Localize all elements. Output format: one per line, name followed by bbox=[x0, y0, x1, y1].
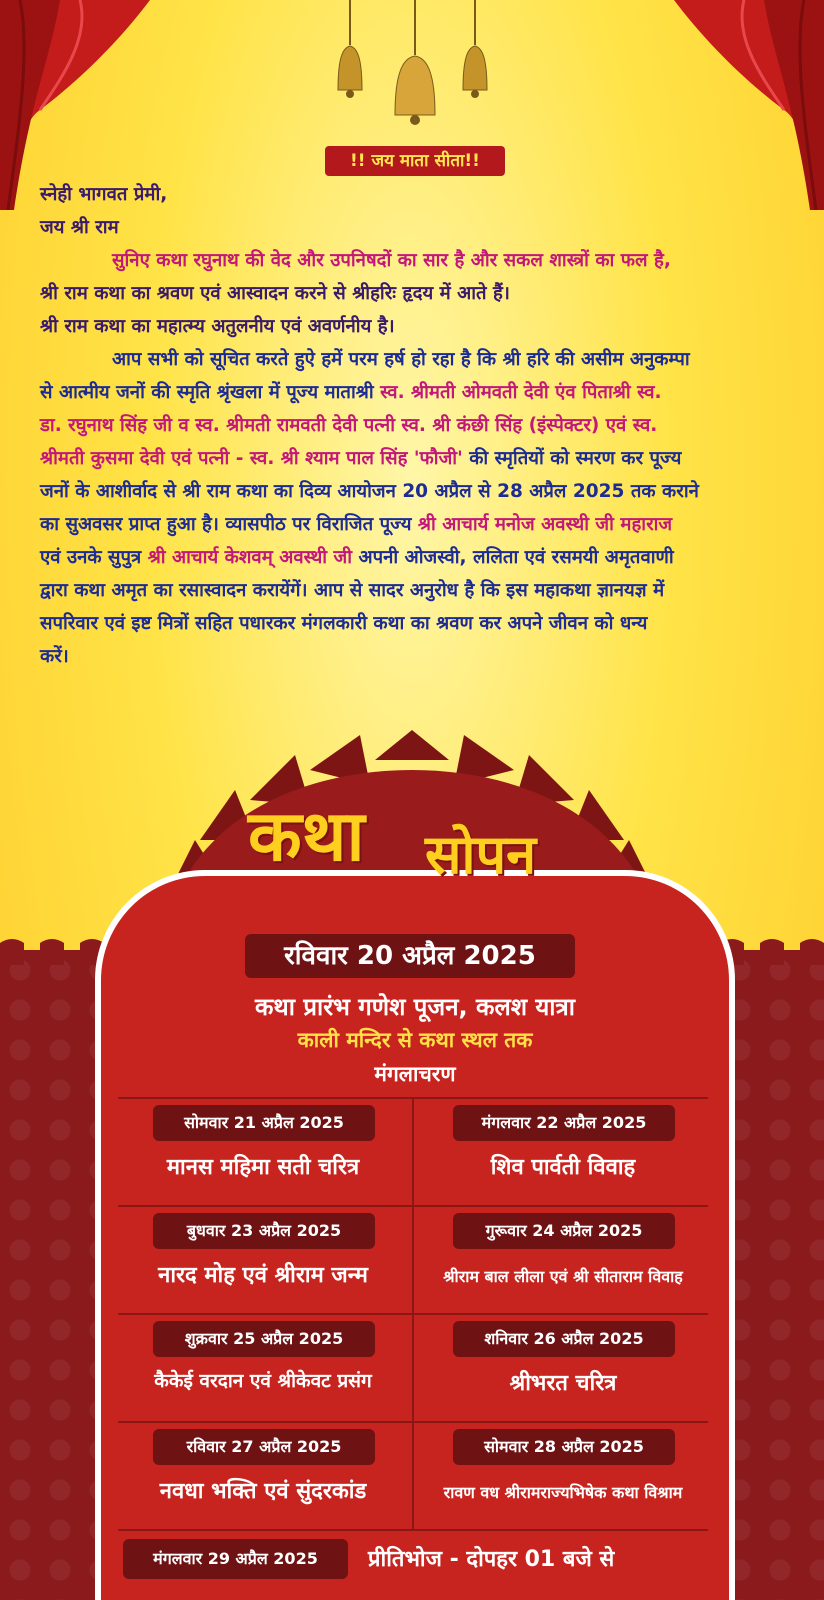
bells-icon bbox=[320, 0, 510, 130]
schedule-item bbox=[418, 1205, 708, 1313]
grid-divider bbox=[118, 1529, 708, 1531]
schedule-item-final bbox=[118, 1535, 708, 1585]
title-katha: कथा bbox=[248, 794, 365, 877]
letter-fragment: श्रीमती कुसमा देवी एवं पत्नी - स्व. श्री श्याम पाल सिंह 'फौजी' bbox=[40, 448, 463, 469]
schedule-item bbox=[118, 1097, 408, 1205]
schedule-date: मंगलवार 22 अप्रैल 2025 bbox=[453, 1105, 675, 1141]
letter-fragment: एवं उनके सुपुत्र bbox=[40, 547, 142, 568]
schedule-topic: नवधा भक्ति एवं सुंदरकांड bbox=[159, 1479, 367, 1504]
letter-line bbox=[40, 541, 795, 574]
schedule-topic: श्रीराम बाल लीला एवं श्री सीताराम विवाह bbox=[443, 1267, 683, 1286]
letter-line: द्वारा कथा अमृत का रसास्वादन करायेंगें। आप से सादर अनुरोध है कि इस महाकथा ज्ञानयज्ञ में bbox=[40, 580, 665, 601]
schedule-item bbox=[418, 1097, 708, 1205]
schedule-date: शनिवार 26 अप्रैल 2025 bbox=[453, 1321, 675, 1357]
schedule-date: सोमवार 28 अप्रैल 2025 bbox=[453, 1429, 675, 1465]
letter-fragment: श्री आचार्य मनोज अवस्थी जी महाराज bbox=[411, 514, 673, 535]
letter-fragment: श्री आचार्य केशवम् अवस्थी जी bbox=[141, 547, 353, 568]
first-day-line: कथा प्रारंभ गणेश पूजन, कलश यात्रा bbox=[254, 993, 575, 1021]
first-day-line: काली मन्दिर से कथा स्थल तक bbox=[297, 1028, 533, 1052]
letter-line bbox=[40, 376, 795, 409]
schedule-item bbox=[418, 1421, 708, 1529]
schedule-date: सोमवार 21 अप्रैल 2025 bbox=[153, 1105, 375, 1141]
salutation: जय श्री राम bbox=[40, 217, 119, 238]
letter-line bbox=[40, 508, 795, 541]
schedule-topic: मानस महिमा सती चरित्र bbox=[166, 1155, 360, 1180]
schedule-topic: प्रीतिभोज - दोपहर 01 बजे से bbox=[368, 1547, 615, 1572]
letter-line: सुनिए कथा रघुनाथ की वेद और उपनिषदों का सार है और सकल शास्त्रों का फल है, bbox=[112, 250, 671, 271]
first-day-line: मंगलाचरण bbox=[374, 1062, 456, 1086]
first-day-date: रविवार 20 अप्रैल 2025 bbox=[245, 934, 575, 978]
invitation-letter bbox=[40, 178, 795, 673]
schedule-topic: श्रीभरत चरित्र bbox=[509, 1371, 617, 1396]
letter-line: करें। bbox=[40, 646, 69, 667]
header-title: !! जय माता सीता!! bbox=[325, 146, 505, 176]
grid-divider bbox=[412, 1097, 414, 1529]
letter-fragment: की स्मृतियों को स्मरण कर पूज्य bbox=[462, 448, 682, 469]
letter-fragment: स्व. श्रीमती ओमवती देवी एंव पिताश्री स्व. bbox=[373, 382, 662, 403]
letter-line: श्री राम कथा का श्रवण एवं आस्वादन करने से श्रीहरिः हृदय में आते हैं। bbox=[40, 283, 510, 304]
letter-line: डा. रघुनाथ सिंह जी व स्व. श्रीमती रामवती देवी पत्नी स्व. श्री कंछी सिंह (इंस्पेक्टर) एवं स्व. bbox=[40, 415, 658, 436]
schedule-date: बुधवार 23 अप्रैल 2025 bbox=[153, 1213, 375, 1249]
schedule-item bbox=[118, 1205, 408, 1313]
schedule-date: गुरूवार 24 अप्रैल 2025 bbox=[453, 1213, 675, 1249]
title-sopan: सोपन bbox=[425, 822, 537, 886]
letter-line: श्री राम कथा का महात्म्य अतुलनीय एवं अवर्णनीय है। bbox=[40, 316, 395, 337]
schedule-topic: रावण वध श्रीरामराज्यभिषेक कथा विश्राम bbox=[443, 1483, 683, 1502]
schedule-topic: नारद मोह एवं श्रीराम जन्म bbox=[158, 1263, 368, 1288]
letter-fragment: अपनी ओजस्वी, ललिता एवं रसमयी अमृतवाणी bbox=[352, 547, 674, 568]
letter-line: आप सभी को सूचित करते हुऐ हमें परम हर्ष हो रहा है कि श्री हरि की असीम अनुकम्पा bbox=[112, 349, 690, 370]
schedule-topic: कैकेई वरदान एवं श्रीकेवट प्रसंग bbox=[154, 1370, 372, 1392]
greeting: स्नेही भागवत प्रेमी, bbox=[40, 184, 168, 205]
schedule-date: मंगलवार 29 अप्रैल 2025 bbox=[123, 1539, 348, 1579]
letter-line: सपरिवार एवं इष्ट मित्रों सहित पधारकर मंगलकारी कथा का श्रवण कर अपने जीवन को धन्य bbox=[40, 613, 648, 634]
schedule-item bbox=[118, 1421, 408, 1529]
schedule-topic: शिव पार्वती विवाह bbox=[490, 1155, 636, 1180]
schedule-item bbox=[418, 1313, 708, 1421]
letter-line bbox=[40, 442, 795, 475]
letter-line: जनों के आशीर्वाद से श्री राम कथा का दिव्य आयोजन 20 अप्रैल से 28 अप्रैल 2025 तक कराने bbox=[40, 481, 699, 502]
schedule-date: रविवार 27 अप्रैल 2025 bbox=[153, 1429, 375, 1465]
letter-fragment: से आत्मीय जनों की स्मृति श्रृंखला में पूज्य माताश्री bbox=[40, 382, 374, 403]
schedule-item bbox=[118, 1313, 408, 1421]
schedule-date: शुक्रवार 25 अप्रैल 2025 bbox=[153, 1321, 375, 1357]
letter-fragment: का सुअवसर प्राप्त हुआ है। व्यासपीठ पर विराजित पूज्य bbox=[40, 514, 412, 535]
